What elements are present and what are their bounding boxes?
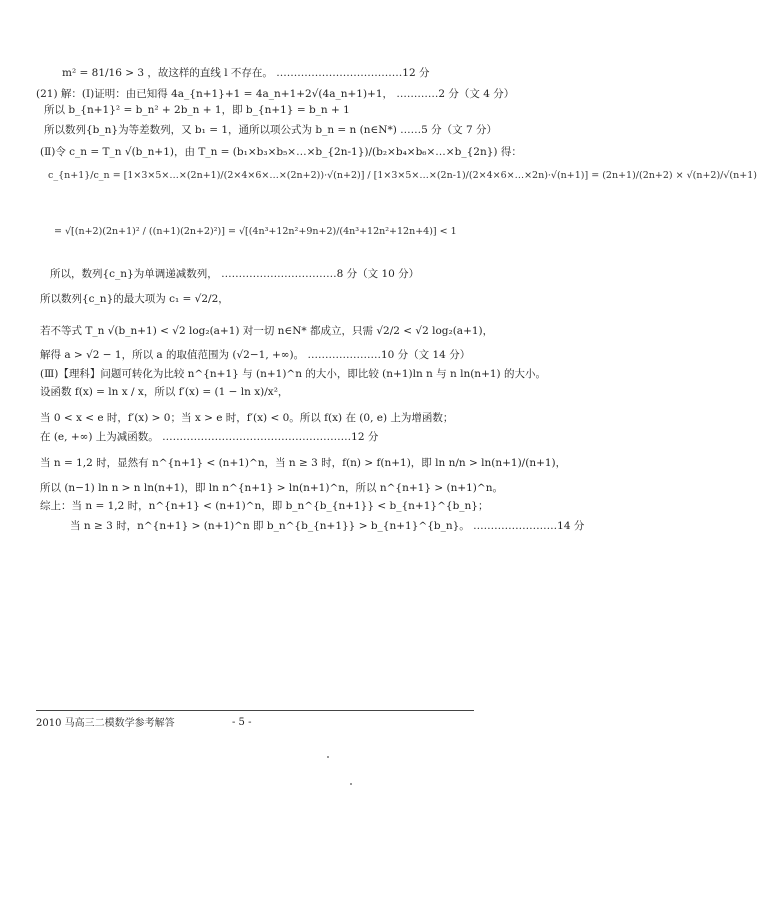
scan-speck [327, 756, 329, 758]
footer-title: 2010 马高三二模数学参考解答 [36, 718, 175, 729]
text-line: (Ⅱ)令 c_n = T_n √(b_n+1)，由 T_n = (b₁×b₃×b₅×…×b_{2n-1})/(b₂×b₄×b₆×…×b_{2n}) 得： [40, 146, 522, 158]
text-line: 所以 (n−1) ln n > n ln(n+1)，即 ln n^{n+1} > ln(n+1)^n，所以 n^{n+1} > (n+1)^n。 [40, 482, 503, 494]
text-line: 综上：当 n = 1,2 时，n^{n+1} < (n+1)^n，即 b_n^{b_{n+1}} < b_{n+1}^{b_n}； [40, 500, 489, 512]
text-line: 所以数列{b_n}为等差数列，又 b₁ = 1，通所以项公式为 b_n = n (n∈N*) ……5 分（文 7 分） [44, 124, 498, 136]
scan-speck [350, 783, 352, 785]
text-line: 解得 a > √2 − 1，所以 a 的取值范围为 (√2−1, +∞)。 …………………10 分（文 14 分） [40, 349, 471, 361]
text-line: 当 n = 1,2 时，显然有 n^{n+1} < (n+1)^n，当 n ≥ 3 时，f(n) > f(n+1)，即 ln n/n > ln(n+1)/(n+1)， [40, 457, 567, 469]
text-line: (21) 解：(Ⅰ)证明：由已知得 4a_{n+1}+1 = 4a_n+1+2√(4a_n+1)+1， …………2 分（文 4 分） [36, 88, 515, 100]
text-line: 所以，数列{c_n}为单调递减数列， ……………………………8 分（文 10 分） [50, 268, 420, 280]
text-line: m² = 81/16 > 3 ，故这样的直线 l 不存在。 ………………………………12 分 [62, 67, 430, 79]
formula-sqrt: = √[(n+2)(2n+1)² / ((n+1)(2n+2)²)] = √[(4n³+12n²+9n+2)/(4n³+12n²+12n+4)] < 1 [54, 226, 457, 237]
formula-ratio: c_{n+1}/c_n = [1×3×5×…×(2n+1)/(2×4×6×…×(2n+2))·√(n+2)] / [1×3×5×…×(2n-1)/(2×4×6×…×2n)·√(n+1)] = (2n+1)/(2n+2) × √(n+2)/√(n+1) [48, 170, 757, 181]
text-line: 当 0 < x < e 时，f′(x) > 0；当 x > e 时，f′(x) < 0。所以 f(x) 在 (0, e) 上为增函数； [40, 412, 454, 424]
page-number: - 5 - [232, 717, 252, 728]
text-line: 设函数 f(x) = ln x / x，所以 f′(x) = (1 − ln x)/x²， [40, 386, 289, 398]
text-line: 所以数列{c_n}的最大项为 c₁ = √2/2， [40, 293, 229, 305]
text-line: (Ⅲ)【理科】问题可转化为比较 n^{n+1} 与 (n+1)^n 的大小，即比较 (n+1)ln n 与 n ln(n+1) 的大小。 [40, 368, 546, 380]
text-line: 所以 b_{n+1}² = b_n² + 2b_n + 1，即 b_{n+1} = b_n + 1 [44, 104, 350, 116]
text-line: 在 (e, +∞) 上为减函数。 ………………………………………………12 分 [40, 431, 379, 443]
text-line: 当 n ≥ 3 时，n^{n+1} > (n+1)^n 即 b_n^{b_{n+1}} > b_{n+1}^{b_n}。 ……………………14 分 [70, 520, 585, 532]
text-line: 若不等式 T_n √(b_n+1) < √2 log₂(a+1) 对一切 n∈N* 都成立，只需 √2/2 < √2 log₂(a+1)， [40, 325, 494, 337]
footer-divider [36, 710, 474, 711]
